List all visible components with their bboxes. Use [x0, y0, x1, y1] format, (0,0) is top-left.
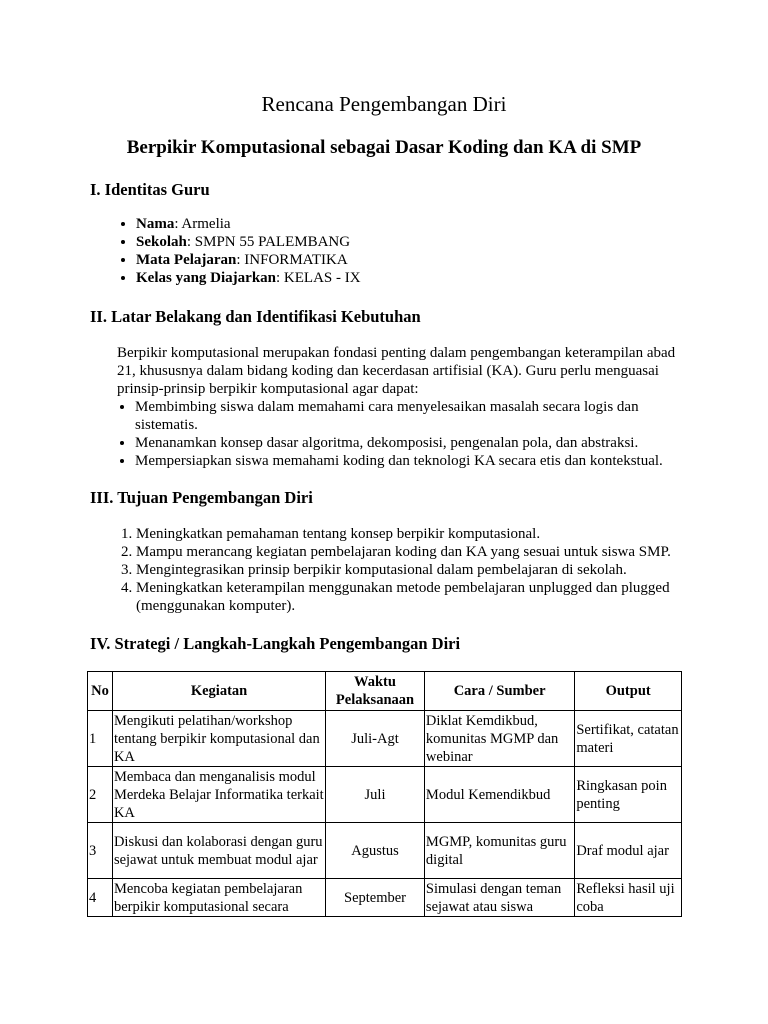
cell-cara: Simulasi dengan teman sejawat atau siswa	[424, 879, 574, 917]
goal-item: 1. Meningkatkan pemahaman tentang konsep berpikir komputasional.	[136, 525, 736, 543]
cell-cara: MGMP, komunitas guru digital	[424, 823, 574, 879]
cell-waktu: Juli	[326, 767, 425, 823]
identity-list	[90, 215, 361, 287]
background-bullets	[117, 398, 695, 470]
table-row	[88, 823, 682, 879]
goal-item: 2. Mampu merancang kegiatan pembelajaran koding dan KA yang sesuai untuk siswa SMP.	[136, 543, 736, 561]
cell-kegiatan: Mengikuti pelatihan/workshop tentang berpikir komputasional dan KA	[112, 711, 325, 767]
table-row	[88, 711, 682, 767]
header-waktu: Waktu Pelaksanaan	[326, 672, 425, 711]
background-bullet: • Menanamkan konsep dasar algoritma, dekomposisi, pengenalan pola, dan abstraksi.	[135, 434, 695, 452]
header-cara: Cara / Sumber	[424, 672, 574, 711]
cell-output: Draf modul ajar	[575, 823, 682, 879]
cell-output: Refleksi hasil uji coba	[575, 879, 682, 917]
identity-item: • Mata Pelajaran: INFORMATIKA	[136, 251, 361, 269]
table-header-row	[88, 672, 682, 711]
identity-item: • Kelas yang Diajarkan: KELAS - IX	[136, 269, 361, 287]
identity-item: • Sekolah: SMPN 55 PALEMBANG	[136, 233, 361, 251]
table-row	[88, 767, 682, 823]
goals-list	[90, 525, 736, 615]
header-output: Output	[575, 672, 682, 711]
cell-waktu: September	[326, 879, 425, 917]
cell-kegiatan: Membaca dan menganalisis modul Merdeka Belajar Informatika terkait KA	[113, 768, 324, 821]
document-title: Rencana Pengembangan Diri	[261, 92, 507, 116]
cell-waktu: Juli-Agt	[326, 711, 425, 767]
cell-cara: Diklat Kemdikbud, komunitas MGMP dan webinar	[424, 711, 574, 767]
cell-cara: Modul Kemendikbud	[424, 767, 574, 823]
cell-no: 3	[88, 823, 113, 879]
identity-item: • Nama: Armelia	[136, 215, 361, 233]
header-kegiatan: Kegiatan	[112, 672, 325, 711]
cell-output: Ringkasan poin penting	[575, 767, 682, 823]
background-bullet: • Mempersiapkan siswa memahami koding dan teknologi KA secara etis dan kontekstual.	[135, 452, 695, 470]
cell-kegiatan: Mencoba kegiatan pembelajaran berpikir komputasional secara	[112, 879, 325, 917]
cell-waktu: Agustus	[326, 823, 425, 879]
background-paragraph: Berpikir komputasional merupakan fondasi penting dalam pengembangan keterampilan abad 21, khususnya dalam bidang koding dan kecerdasan artifisial (KA). Guru perlu menguasai prinsip-prinsip berpikir komputasional agar dapat:	[117, 345, 676, 397]
section-1-heading: I. Identitas Guru	[90, 180, 210, 199]
section-3-heading: III. Tujuan Pengembangan Diri	[90, 488, 313, 507]
table-row	[88, 879, 682, 917]
strategy-table	[87, 671, 682, 917]
section-2-heading: II. Latar Belakang dan Identifikasi Kebutuhan	[90, 307, 421, 326]
header-no: No	[88, 672, 113, 711]
cell-no: 1	[88, 711, 113, 767]
cell-kegiatan: Diskusi dan kolaborasi dengan guru sejawat untuk membuat modul ajar	[112, 823, 325, 879]
cell-no: 4	[88, 879, 113, 917]
goal-item: 3. Mengintegrasikan prinsip berpikir komputasional dalam pembelajaran di sekolah.	[136, 561, 736, 579]
section-4-heading: IV. Strategi / Langkah-Langkah Pengembangan Diri	[90, 634, 461, 653]
document-subtitle: Berpikir Komputasional sebagai Dasar Koding dan KA di SMP	[126, 137, 642, 158]
background-bullet: • Membimbing siswa dalam memahami cara menyelesaikan masalah secara logis dan sistematis.	[135, 398, 695, 434]
cell-output: Sertifikat, catatan materi	[575, 711, 682, 767]
cell-no: 2	[88, 767, 113, 823]
goal-item: 4. Meningkatkan keterampilan menggunakan metode pembelajaran unplugged dan plugged (menggunakan komputer).	[136, 579, 736, 615]
